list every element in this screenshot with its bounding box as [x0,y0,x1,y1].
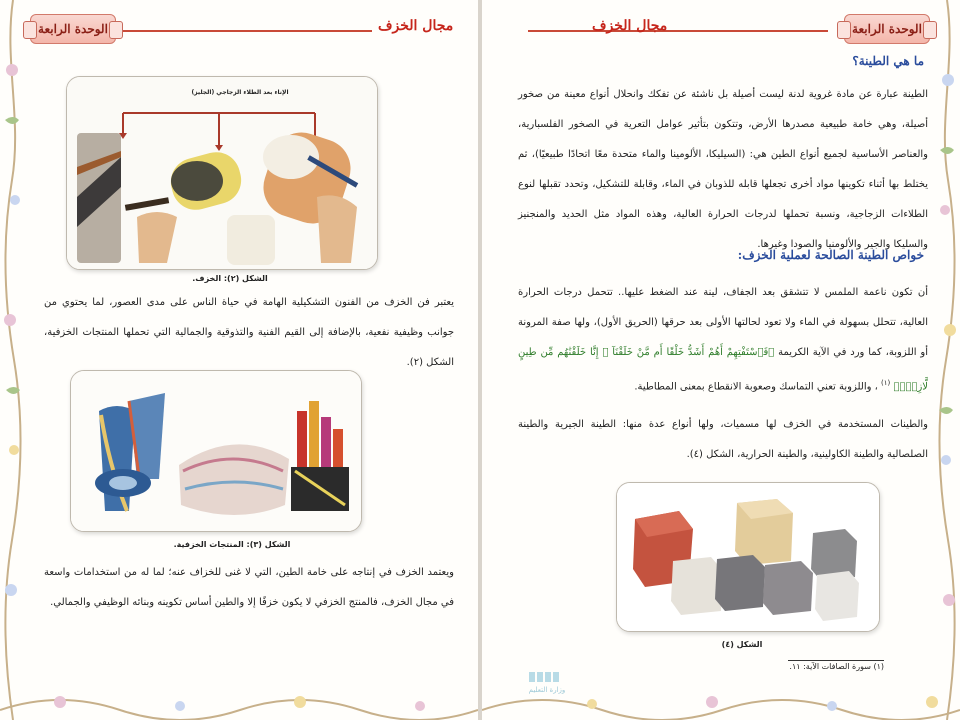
glazing-illustration [67,77,377,269]
header-rule [92,30,372,32]
footnote: (١) سورة الصافات الآية: ١١. [789,662,884,671]
left-page [0,0,478,720]
clay-blocks-illustration [617,483,879,631]
field-title: مجال الخزف [592,18,668,34]
paragraph-text-after-verse: ، واللزوبة تعني التماسك وصعوبة الانقطاع بمعنى المطاطية. [634,381,878,393]
section-heading-clay-properties: خواص الطينة الصالحة لعملية الخزف: [737,248,924,262]
footnote-reference: (١) [881,379,891,387]
figure-2-image [66,76,378,270]
section-heading-what-is-clay: ما هي الطينة؟ [852,54,924,68]
figure-4-image [616,482,880,632]
right-paragraph-2 [518,278,928,402]
paragraph-text-before-verse: أن تكون ناعمة الملمس لا تتشقق بعد الجفاف، لينة عند الضغط عليها.. تتحمل درجات الحرارة العالية، تتحلل بسهولة في الماء ولا تعود لحالتها الأولى بعد حرقها (الحريق الأول)، ولها صفة المرونة أو اللزوبة، كما ورد في الآية الكريمة [518,287,929,358]
header-rule [528,30,828,32]
page-header [0,12,478,48]
floral-bottom-border-right [482,680,960,720]
figure-3-caption: الشكل (٣): المنتجات الخزفية. [173,540,291,549]
figure-3-image [70,370,362,532]
page-header [482,12,960,48]
ceramic-products-illustration [71,371,361,531]
unit-badge: الوحدة الرابعة [844,14,930,44]
ministry-logo-text: وزارة التعليم [528,686,566,694]
right-paragraph-1: الطينة عبارة عن مادة غروية لدنة ليست أصيلة بل ناشئة عن تفكك وانحلال أنواع معينة من صخور أصيلة، وهي خامة طبيعية مصدرها الأرض، وتتكون بتأثير عوامل التعرية في الصخور الفلسبارية، والعناصر الأساسية لجميع أنواع الطين هي: (السيليكا، الألومينا والماء متحدة معًا اتحادًا طبيعيًا)، ثم يختلط بها أثناء تكوينها مواد أخرى تجعلها قابله للذوبان في الماء، وقابلة للتشكيل، وتحدد تقبلها لنوع الطلاءات الزجاجية، ونسبة تحملها لدرجات الحرارة العالية، وهذه المواد مثل الحديد والمنجنيز والسليكا والجير والألومنيا والصودا وغيرها. [518,89,928,250]
figure-2-annotation: الإناء بعد الطلاء الزجاجي (الجليز) [191,89,289,96]
left-paragraph-1: يعتبر فن الخزف من الفنون التشكيلية الهامة في حياة الناس على مدى العصور، لما يحتوي من جوانب وظيفية نفعية، بالإضافة إلى القيم الفنية والتذوقية والجمالية التي تحملها المنتجات الخزفية، الشكل (٢). [44,297,454,368]
figure-4-caption: الشكل (٤) [721,640,763,649]
field-title: مجال الخزف [378,18,454,34]
left-paragraph-2: ويعتمد الخزف في إنتاجه على خامة الطين، التي لا غنى للخزاف عنه؛ لما له من استخدامات واسعة في مجال الخزف، فالمنتج الخزفي لا يكون خزفًا إلا والطين أساس تكوينه وبنائه الوظيفي والجمالي. [44,567,454,608]
right-paragraph-3: والطينات المستخدمة في الخزف لها مسميات، ولها أنواع عدة منها: الطينة الجيرية والطينة الصلصالية والطينة الكاولينية، والطينة الحرارية، الشكل (٤). [518,419,928,460]
figure-2-caption: الشكل (٢): الخزف. [192,274,268,283]
unit-badge: الوحدة الرابعة [30,14,116,44]
floral-bottom-border-left [0,680,478,720]
right-page [482,0,960,720]
quran-verse: ﴿فَٱسْتَفْتِهِمْ أَهُمْ أَشَدُّ خَلْقًا أَم مَّنْ خَلَقْنَآ ۚ إِنَّا خَلَقْنَٰهُم مِّن طِينٍ لَّازِبٍۭ﴾ [518,347,928,393]
footnote-divider [788,660,884,661]
floral-border-left [0,0,26,720]
floral-border-right [934,0,960,720]
